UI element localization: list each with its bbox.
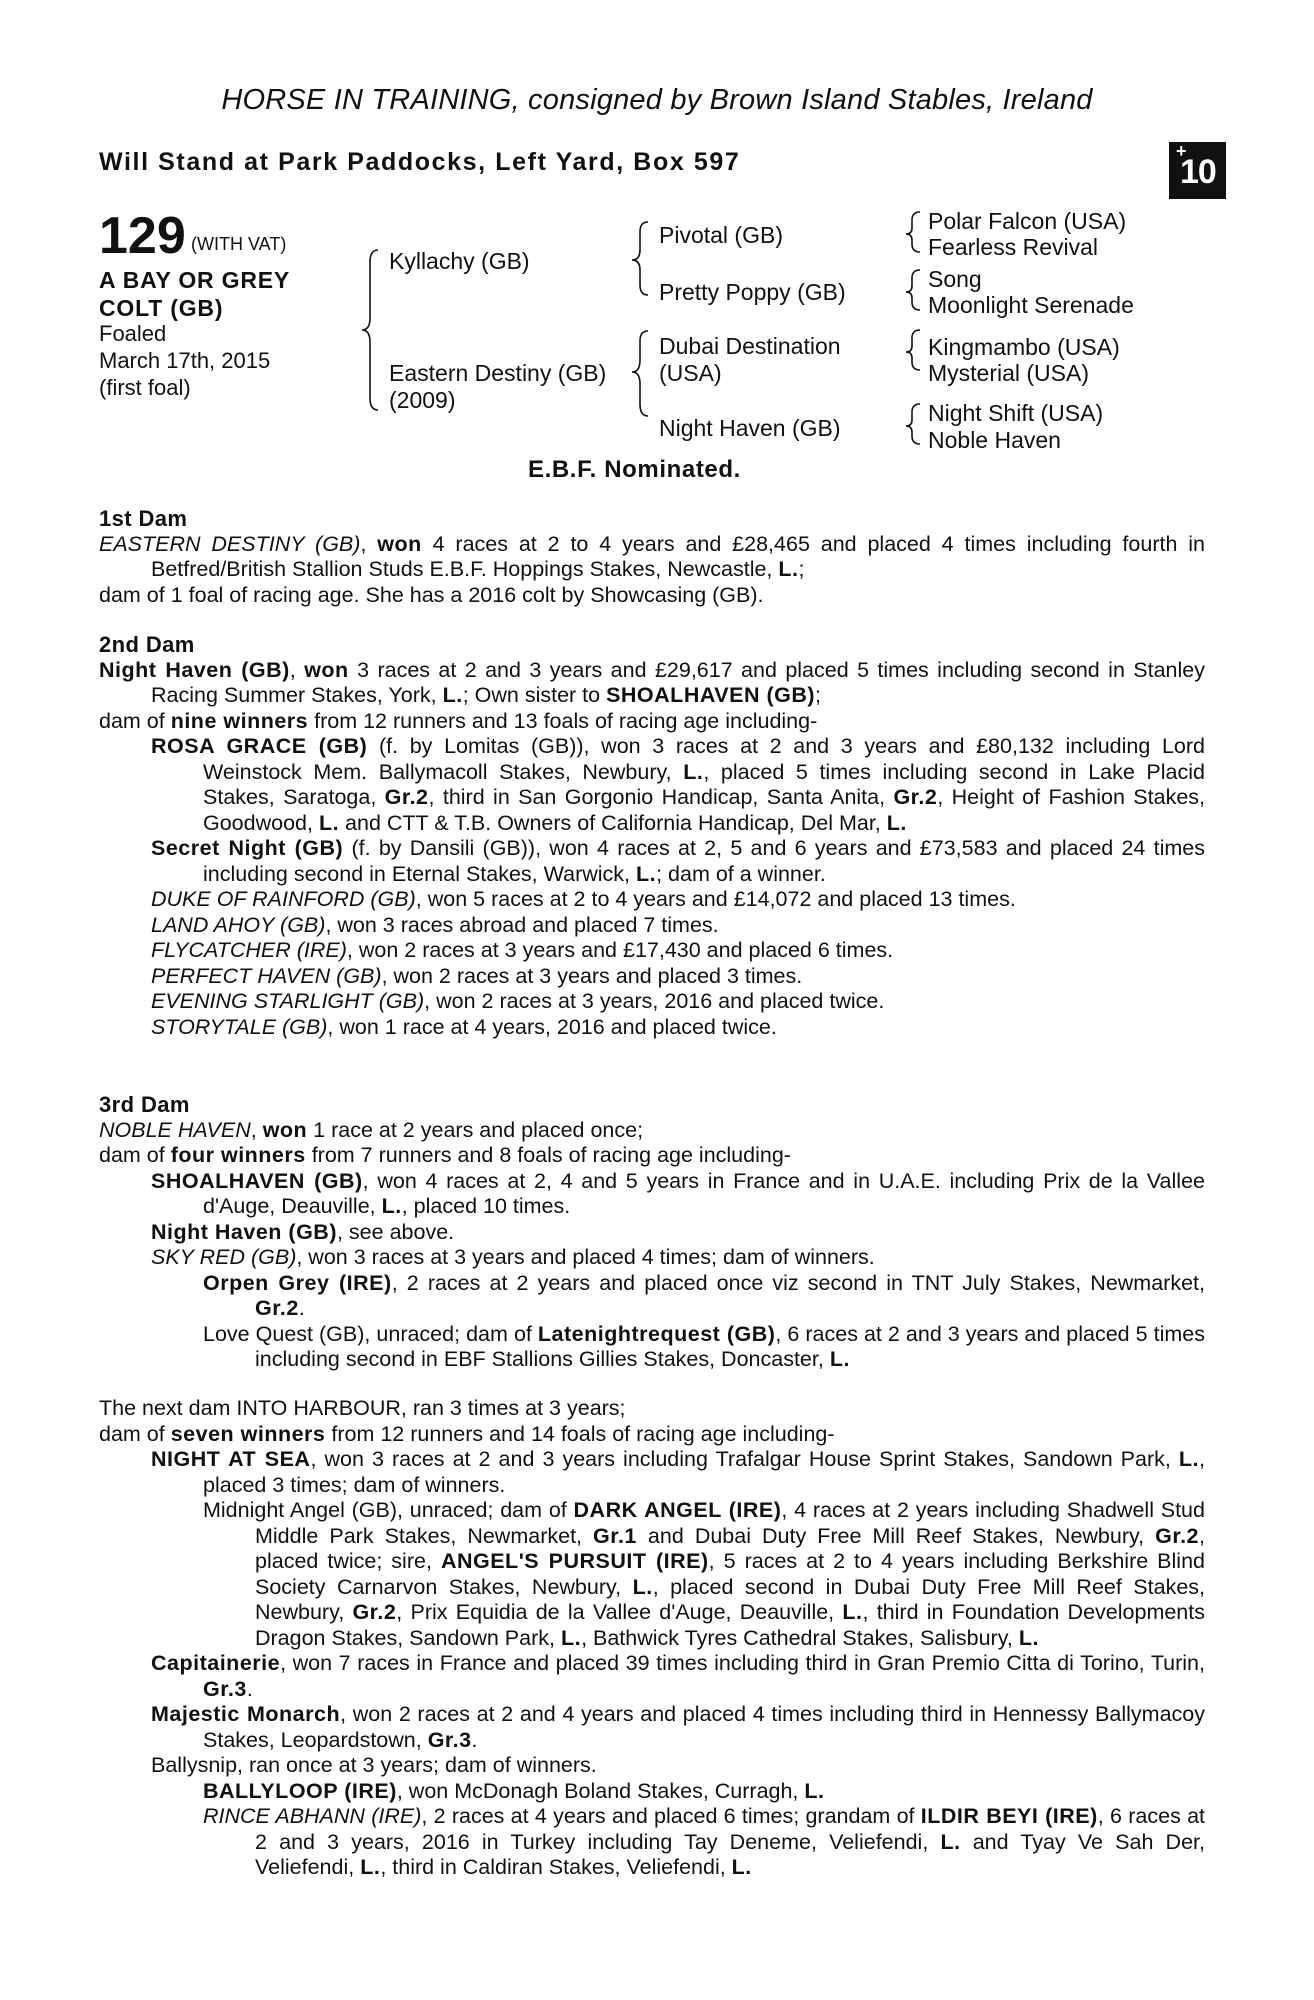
rince-abhann-name: RINCE ABHANN (IRE) (203, 1804, 422, 1828)
rince-abhann-text-2: , 6 races at 2 and 3 years, 2016 in Turkey including Tay Deneme, Veliefendi, (255, 1804, 1206, 1854)
midnight-angel-gr1: Gr.1 (593, 1523, 637, 1548)
rosa-listed-1: L. (683, 759, 704, 784)
majestic-monarch-text: , won 2 races at 2 and 4 years and placed 4 times including third in Hennessy Ballymacoy Stakes, Leopardstown, (203, 1702, 1205, 1752)
rince-abhann-listed-3: L. (731, 1855, 752, 1879)
next-dam-record: The next dam INTO HARBOUR, ran 3 times at 3 years; (99, 1396, 626, 1420)
midnight-angel-text-5: , 5 races at 2 to 4 years including Berkshire Blind Society Carnarvon Stakes, Newbury, (255, 1549, 1205, 1599)
duke-name: DUKE OF RAINFORD (GB) (151, 887, 416, 911)
angels-pursuit-name: ANGEL'S PURSUIT (IRE) (440, 1549, 709, 1573)
first-dam-heading: 1st Dam (99, 506, 188, 531)
rince-abhann-listed-2: L. (360, 1855, 381, 1879)
next-dam-runners: from 12 runners and 14 foals of racing age including- (325, 1421, 835, 1446)
secret-text-2: ; dam of a winner. (656, 861, 826, 886)
second-dam-runners: from 12 runners and 13 foals of racing age including- (308, 708, 818, 733)
midnight-angel-text-6: , placed second in Dubai Duty Free Mill Reef Stakes, Newbury, (255, 1574, 1205, 1624)
sire-brace (632, 222, 648, 295)
duke-text: , won 5 races at 2 to 4 years and £14,072 and placed 13 times. (415, 887, 1016, 911)
shoalhaven-text-1: , won 4 races at 2, 4 and 5 years in France and in U.A.E. including Prix de la Vallee d'Auge, Deauville, (203, 1168, 1205, 1218)
second-dam-section (99, 632, 1205, 1040)
midnight-angel-text-8: , third in Foundation Developments Dragon Stakes, Sandown Park, (255, 1600, 1205, 1650)
night-at-sea-name: NIGHT AT SEA (151, 1447, 311, 1471)
pedigree-sire-sire: Pivotal (GB) (659, 222, 783, 248)
capitainerie-gr: Gr.3 (203, 1676, 247, 1701)
third-dam-dam-of: dam of (99, 1143, 171, 1167)
third-dam-name: NOBLE HAVEN (99, 1117, 251, 1142)
love-quest-text-2: , 6 races at 2 and 3 years and placed 5 times including second in EBF Stallions Gillies Stakes, Doncaster, (255, 1321, 1205, 1371)
pedigree-dam-sire-line1: Dubai Destination (659, 333, 841, 359)
rosa-text-4: , Height of Fashion Stakes, Goodwood, (203, 785, 1205, 835)
love-quest-text-1: Love Quest (GB), unraced; dam of (203, 1321, 538, 1346)
pedigree-gg-2: Fearless Revival (928, 234, 1098, 260)
next-dam-section (99, 1396, 1205, 1881)
pedigree-dam-sire-line2: (USA) (659, 360, 722, 386)
capitainerie-name: Capitainerie (151, 1651, 281, 1675)
flycatcher-name: FLYCATCHER (IRE) (151, 938, 347, 962)
land-ahoy-text: , won 3 races abroad and placed 7 times. (325, 912, 719, 937)
ballyloop-listed: L. (804, 1778, 825, 1803)
pedigree-braces (0, 0, 1314, 470)
evening-starlight-name: EVENING STARLIGHT (GB) (151, 989, 425, 1013)
entry-shoalhaven (99, 1169, 1205, 1220)
night-at-sea-text-1: , won 3 races at 2 and 3 years including Trafalgar House Sprint Stakes, Sandown Park, (310, 1447, 1179, 1471)
entry-storytale (99, 1015, 1205, 1041)
majestic-monarch-gr: Gr.3 (427, 1727, 472, 1752)
ildir-beyi-name: ILDIR BEYI (IRE) (920, 1804, 1098, 1828)
midnight-angel-listed-2: L. (842, 1600, 863, 1624)
entry-evening-starlight (99, 989, 1205, 1015)
pedigree-dam-line1: Eastern Destiny (GB) (389, 360, 607, 386)
rince-abhann-text-3: and Tyay Ve Sah Der, Veliefendi, (255, 1829, 1205, 1879)
midnight-angel-text-2: , 4 races at 2 years including Shadwell Stud Middle Park Stakes, Newmarket, (255, 1498, 1205, 1548)
g-brace-4 (906, 404, 920, 444)
entry-ballysnip: Ballysnip, ran once at 3 years; dam of winners. (151, 1753, 597, 1777)
sky-red-text: , won 3 races at 3 years and placed 4 times; dam of winners. (296, 1245, 875, 1269)
second-dam-sister: SHOALHAVEN (GB) (606, 683, 816, 707)
shoalhaven-name: SHOALHAVEN (GB) (151, 1168, 363, 1193)
third-dam-text: 1 race at 2 years and placed once; (307, 1117, 644, 1142)
next-dam-dam-of: dam of (99, 1421, 171, 1446)
g-brace-3 (906, 330, 920, 370)
perfect-haven-text: , won 2 races at 3 years and placed 3 times. (381, 963, 803, 988)
love-quest-listed: L. (829, 1347, 850, 1371)
orpen-grey-gr: Gr.2 (255, 1296, 299, 1320)
rosa-text-3: , third in San Gorgonio Handicap, Santa Anita, (428, 785, 894, 809)
ballyloop-text: , won McDonagh Boland Stakes, Curragh, (396, 1778, 805, 1803)
rosa-gr2-b: Gr.2 (893, 785, 938, 809)
first-dam-record: EASTERN DESTINY (GB), won 4 races at 2 to 4 years and £28,465 and placed 4 times including fourth in Betfred/British Stallion Studs E.B.F. Hoppings Stakes, Newcastle, L.; (99, 531, 1205, 581)
midnight-angel-text-3: and Dubai Duty Free Mill Reef Stakes, Newbury, (636, 1523, 1156, 1548)
rosa-gr2-a: Gr.2 (384, 785, 429, 809)
entry-rosa-grace (99, 734, 1205, 836)
night-at-sea-listed: L. (1178, 1447, 1200, 1471)
pedigree-sire-dam: Pretty Poppy (GB) (659, 279, 846, 305)
g-brace-1 (906, 212, 920, 252)
midnight-angel-text-7: , Prix Equidia de la Vallee d'Auge, Deauville, (396, 1600, 843, 1624)
sky-red-name: SKY RED (GB) (151, 1245, 297, 1269)
entry-rince-abhann (99, 1804, 1205, 1881)
third-dam-sep: , (250, 1117, 263, 1142)
rosa-text-2: , placed 5 times including second in Lake Placid Stakes, Saratoga, (203, 759, 1205, 809)
pedigree-gg-7: Night Shift (USA) (928, 400, 1104, 426)
lot-number: 129 (99, 207, 186, 265)
pedigree-gg-3: Song (928, 266, 982, 292)
first-dam-section (99, 506, 1205, 608)
midnight-angel-text-4: , placed twice; sire, (255, 1523, 1205, 1573)
entry-majestic-monarch (99, 1702, 1205, 1753)
rince-abhann-text-4: , third in Caldiran Stakes, Veliefendi, (380, 1855, 732, 1879)
storytale-text: , won 1 race at 4 years, 2016 and placed twice. (327, 1014, 777, 1039)
pedigree-dam-dam: Night Haven (GB) (659, 415, 841, 441)
rince-abhann-text-1: , 2 races at 4 years and placed 6 times; grandam of (421, 1804, 921, 1828)
rince-abhann-listed-1: L. (940, 1829, 961, 1854)
flycatcher-text: , won 2 races at 3 years and £17,430 and placed 6 times. (346, 938, 894, 962)
foaled-label: Foaled (99, 321, 167, 346)
g-brace-2 (906, 270, 920, 310)
capitainerie-end: . (246, 1676, 253, 1701)
first-dam-produce: dam of 1 foal of racing age. She has a 2016 colt by Showcasing (GB). (99, 582, 764, 607)
pedigree-gg-4: Moonlight Serenade (928, 292, 1134, 318)
second-dam-won: won (304, 657, 349, 682)
entry-capitainerie (99, 1651, 1205, 1702)
third-dam-produce (99, 1143, 1205, 1169)
third-dam-heading: 3rd Dam (99, 1092, 190, 1117)
latenightrequest-name: Latenightrequest (GB) (537, 1321, 776, 1346)
storytale-name: STORYTALE (GB) (151, 1014, 328, 1039)
rosa-grace-name: ROSA GRACE (GB) (151, 734, 368, 758)
entry-secret-night (99, 836, 1205, 887)
midnight-angel-gr2-b: Gr.2 (352, 1600, 397, 1624)
description-line-1: A BAY OR GREY (99, 267, 291, 293)
badge-plus: + (1176, 141, 1187, 161)
first-dam-name: EASTERN DESTINY (GB) (99, 531, 361, 556)
entry-night-haven (99, 1220, 1205, 1246)
entry-land-ahoy (99, 913, 1205, 939)
shoalhaven-text-2: , placed 10 times. (401, 1194, 571, 1218)
entry-midnight-angel (99, 1498, 1205, 1651)
secret-night-name: Secret Night (GB) (151, 836, 344, 860)
second-dam-record: Night Haven (GB), won 3 races at 2 and 3 years and £29,617 and placed 5 times including second in Stanley Racing Summer Stakes, York, L.; Own sister to SHOALHAVEN (GB); (99, 657, 1206, 707)
entry-sky-red (99, 1245, 1205, 1271)
midnight-angel-listed-1: L. (632, 1574, 653, 1599)
dark-angel-name: DARK ANGEL (IRE) (573, 1498, 782, 1522)
entry-orpen-grey (99, 1271, 1205, 1322)
dam-brace (632, 331, 648, 416)
majestic-monarch-end: . (471, 1727, 478, 1752)
secret-listed: L. (635, 861, 657, 886)
third-dam-section (99, 1092, 1205, 1373)
shoalhaven-listed: L. (381, 1194, 402, 1218)
page-title: HORSE IN TRAINING, consigned by Brown Island Stables, Ireland (221, 84, 1093, 116)
third-dam-record (99, 1118, 1205, 1144)
entry-flycatcher (99, 938, 1205, 964)
ebf-nominated: E.B.F. Nominated. (528, 456, 741, 483)
second-dam-winners-count: nine winners (170, 708, 309, 733)
second-dam-dam-of: dam of (99, 708, 171, 733)
second-dam-produce (99, 709, 1205, 735)
second-dam-text-b: ; Own sister to (462, 683, 607, 707)
pedigree-gg-1: Polar Falcon (USA) (928, 208, 1127, 234)
second-dam-heading: 2nd Dam (99, 632, 195, 657)
entry-love-quest (99, 1322, 1205, 1373)
midnight-angel-listed-3: L. (560, 1625, 582, 1650)
third-dam-runners: from 7 runners and 8 foals of racing age including- (305, 1143, 791, 1167)
orpen-grey-name: Orpen Grey (IRE) (203, 1270, 392, 1295)
midnight-angel-text-1: Midnight Angel (GB), unraced; dam of (203, 1498, 574, 1522)
badge-number: 10 (1180, 153, 1216, 191)
midnight-angel-text-9: , Bathwick Tyres Cathedral Stakes, Salisbury, (581, 1625, 1019, 1650)
foaled-date: March 17th, 2015 (99, 348, 271, 373)
orpen-grey-end: . (298, 1296, 305, 1320)
pedigree-gg-6: Mysterial (USA) (928, 360, 1090, 386)
pedigree-dam-line2: (2009) (389, 387, 456, 413)
pedigree-gg-5: Kingmambo (USA) (928, 334, 1120, 360)
first-dam-listed: L. (778, 557, 799, 581)
vat-note: (WITH VAT) (191, 234, 287, 254)
rosa-text-5: and CTT & T.B. Owners of California Handicap, Del Mar, (339, 810, 887, 835)
first-dam-text: 4 races at 2 to 4 years and £28,465 and placed 4 times including fourth in Betfred/British Stallion Studs E.B.F. Hoppings Stakes, Newcastle, (151, 531, 1205, 581)
ballyloop-name: BALLYLOOP (IRE) (203, 1778, 397, 1803)
rosa-listed-2: L. (318, 810, 340, 835)
pedigree-gg-8: Noble Haven (928, 427, 1061, 453)
third-dam-won: won (262, 1117, 308, 1142)
orpen-grey-text: , 2 races at 2 years and placed once viz second in TNT July Stakes, Newmarket, (391, 1270, 1205, 1295)
midnight-angel-listed-4: L. (1018, 1625, 1039, 1650)
entry-perfect-haven (99, 964, 1205, 990)
first-dam-won: won (377, 531, 422, 556)
entry-duke-of-rainford (99, 887, 1205, 913)
evening-starlight-text: , won 2 races at 3 years, 2016 and placed twice. (424, 989, 885, 1013)
next-dam-produce (99, 1422, 1205, 1448)
stand-location: Will Stand at Park Paddocks, Left Yard, Box 597 (99, 148, 741, 176)
second-dam-text: 3 races at 2 and 3 years and £29,617 and placed 5 times including second in Stanley Racing Summer Stakes, York, (151, 657, 1206, 707)
rosa-text-1: (f. by Lomitas (GB)), won 3 races at 2 and 3 years and £80,132 including Lord Weinstock Mem. Ballymacoll Stakes, Newbury, (203, 734, 1206, 784)
second-dam-listed: L. (442, 683, 463, 707)
next-dam-winners-count: seven winners (170, 1421, 326, 1446)
midnight-angel-gr2: Gr.2 (1155, 1523, 1200, 1548)
capitainerie-text: , won 7 races in France and placed 39 times including third in Gran Premio Citta di Torino, Turin, (280, 1651, 1205, 1675)
night-haven-text: , see above. (336, 1219, 455, 1244)
secret-text-1: (f. by Dansili (GB)), won 4 races at 2, 5 and 6 years and £73,583 and placed 24 times including second in Eternal Stakes, Warwick, (203, 836, 1206, 886)
majestic-monarch-name: Majestic Monarch (151, 1702, 341, 1726)
entry-ballyloop (99, 1779, 1205, 1805)
pedigree-sire: Kyllachy (GB) (389, 248, 530, 274)
rosa-listed-3: L. (886, 810, 907, 835)
night-at-sea-text-2: , placed 3 times; dam of winners. (203, 1447, 1206, 1497)
perfect-haven-name: PERFECT HAVEN (GB) (151, 963, 382, 988)
foal-note: (first foal) (99, 375, 191, 400)
land-ahoy-name: LAND AHOY (GB) (151, 912, 326, 937)
second-dam-name: Night Haven (GB) (99, 657, 290, 682)
third-dam-winners-count: four winners (170, 1143, 306, 1167)
second-dam-text-c: ; (815, 683, 822, 707)
entry-night-at-sea (99, 1447, 1205, 1498)
main-brace (362, 250, 378, 410)
night-haven-name: Night Haven (GB) (151, 1219, 337, 1244)
description-line-2: COLT (GB) (99, 295, 224, 321)
first-dam-text-end: ; (798, 557, 805, 581)
